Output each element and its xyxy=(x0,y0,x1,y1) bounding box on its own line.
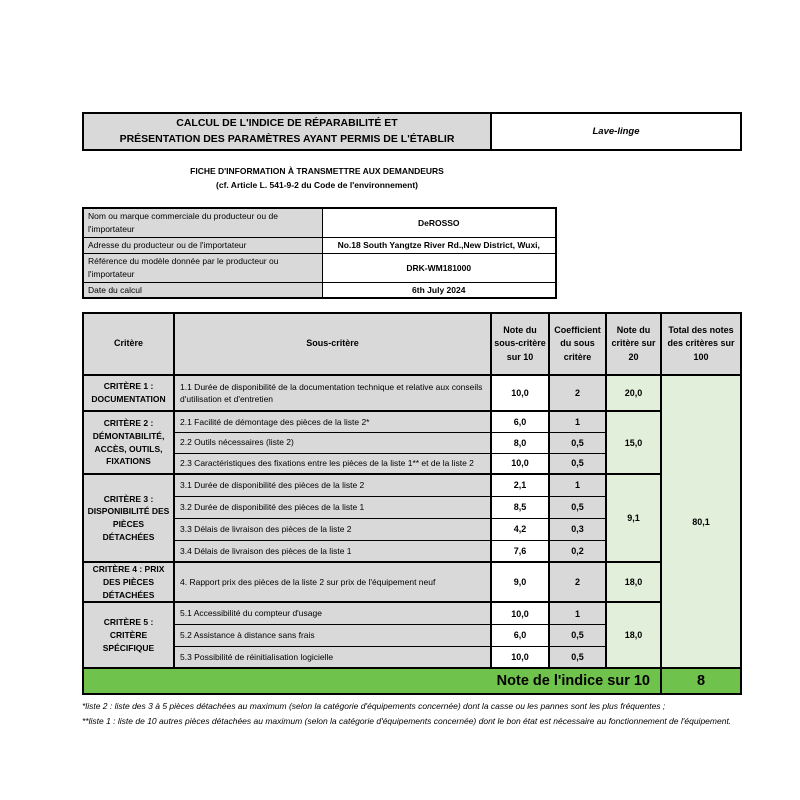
model-reference-value: DRK-WM181000 xyxy=(322,253,556,282)
header-note-sous-critere: Note du sous-critère sur 10 xyxy=(491,313,549,375)
calc-date-label: Date du calcul xyxy=(83,282,322,298)
calc-date-value: 6th July 2024 xyxy=(322,282,556,298)
subcriterion-3-2-coeff: 0,5 xyxy=(549,496,606,518)
criteria-table-header-row xyxy=(83,313,741,375)
subcriterion-2-2-coeff: 0,5 xyxy=(549,432,606,453)
table-row xyxy=(83,253,556,282)
criterion-5-name: CRITÈRE 5 : CRITÈRE SPÉCIFIQUE xyxy=(83,602,174,668)
subcriterion-3-1-score: 2,1 xyxy=(491,474,549,496)
subcriterion-3-2: 3.2 Durée de disponibilité des pièces de la liste 1 xyxy=(174,496,491,518)
producer-address-value: No.18 South Yangtze River Rd.,New District, Wuxi, xyxy=(322,237,556,253)
product-category: Lave-linge xyxy=(491,113,741,150)
table-row xyxy=(83,474,741,496)
subcriterion-5-3-coeff: 0,5 xyxy=(549,646,606,668)
total-score-100: 80,1 xyxy=(661,375,741,668)
subcriterion-5-3-score: 10,0 xyxy=(491,646,549,668)
table-row xyxy=(83,282,556,298)
producer-name-value: DeROSSO xyxy=(322,208,556,237)
table-row xyxy=(83,562,741,602)
subcriterion-3-3: 3.3 Délais de livraison des pièces de la liste 2 xyxy=(174,518,491,540)
criterion-4-name: CRITÈRE 4 : PRIX DES PIÈCES DÉTACHÉES xyxy=(83,562,174,602)
header-sous-critere: Sous-critère xyxy=(174,313,491,375)
producer-address-label: Adresse du producteur ou de l'importateur xyxy=(83,237,322,253)
subcriterion-2-3-score: 10,0 xyxy=(491,453,549,474)
footnote-liste1: **liste 1 : liste de 10 autres pièces détachées au maximum (selon la catégorie d'équipements concernée) dont le bon état est nécessaire au fonctionnement de l'équipement. xyxy=(82,715,732,726)
criterion-4-score20: 18,0 xyxy=(606,562,661,602)
subcriterion-2-2: 2.2 Outils nécessaires (liste 2) xyxy=(174,432,491,453)
final-index-label: Note de l'indice sur 10 xyxy=(83,668,661,694)
document-title-line1: CALCUL DE L'INDICE DE RÉPARABILITÉ ET xyxy=(176,117,398,130)
subcriterion-5-2-score: 6,0 xyxy=(491,624,549,646)
subcriterion-3-1: 3.1 Durée de disponibilité des pièces de la liste 2 xyxy=(174,474,491,496)
model-reference-label: Référence du modèle donnée par le producteur ou l'importateur xyxy=(83,253,322,282)
criterion-1-name: CRITÈRE 1 : DOCUMENTATION xyxy=(83,375,174,411)
subcriterion-5-1: 5.1 Accessibilité du compteur d'usage xyxy=(174,602,491,624)
repairability-index-sheet xyxy=(82,112,740,728)
producer-info-table xyxy=(82,207,557,299)
footnotes xyxy=(82,699,742,728)
subcriterion-5-2-coeff: 0,5 xyxy=(549,624,606,646)
subcriterion-4: 4. Rapport prix des pièces de la liste 2 sur prix de l'équipement neuf xyxy=(174,562,491,602)
document-title xyxy=(83,113,491,150)
subcriterion-4-score: 9,0 xyxy=(491,562,549,602)
subcriterion-4-coeff: 2 xyxy=(549,562,606,602)
criterion-3-name: CRITÈRE 3 : DISPONIBILITÉ DES PIÈCES DÉTACHÉES xyxy=(83,474,174,562)
subcriterion-5-3: 5.3 Possibilité de réinitialisation logicielle xyxy=(174,646,491,668)
header-total: Total des notes des critères sur 100 xyxy=(661,313,741,375)
criterion-2-name: CRITÈRE 2 : DÉMONTABILITÉ, ACCÈS, OUTILS, FIXATIONS xyxy=(83,411,174,474)
subcriterion-3-1-coeff: 1 xyxy=(549,474,606,496)
final-index-value: 8 xyxy=(661,668,741,694)
subcriterion-3-4-score: 7,6 xyxy=(491,540,549,562)
subcriterion-2-1: 2.1 Facilité de démontage des pièces de la liste 2* xyxy=(174,411,491,432)
subcriterion-3-2-score: 8,5 xyxy=(491,496,549,518)
table-row xyxy=(83,208,556,237)
header-coefficient: Coefficient du sous critère xyxy=(549,313,606,375)
subcriterion-5-1-score: 10,0 xyxy=(491,602,549,624)
criterion-3-score20: 9,1 xyxy=(606,474,661,562)
subcriterion-3-4-coeff: 0,2 xyxy=(549,540,606,562)
subtitle xyxy=(82,164,552,192)
subcriterion-2-3: 2.3 Caractéristiques des fixations entre les pièces de la liste 1** et de la liste 2 xyxy=(174,453,491,474)
title-banner xyxy=(82,112,742,151)
subcriterion-1-1: 1.1 Durée de disponibilité de la documentation technique et relative aux conseils d'utilisation et d'entretien xyxy=(174,375,491,411)
table-row xyxy=(83,411,741,432)
header-note-critere: Note du critère sur 20 xyxy=(606,313,661,375)
criterion-2-score20: 15,0 xyxy=(606,411,661,474)
document-title-line2: PRÉSENTATION DES PARAMÈTRES AYANT PERMIS DE L'ÉTABLIR xyxy=(119,132,455,145)
subcriterion-2-3-coeff: 0,5 xyxy=(549,453,606,474)
table-row xyxy=(83,375,741,411)
subcriterion-1-1-score: 10,0 xyxy=(491,375,549,411)
subcriterion-1-1-coeff: 2 xyxy=(549,375,606,411)
criterion-5-score20: 18,0 xyxy=(606,602,661,668)
criterion-1-score20: 20,0 xyxy=(606,375,661,411)
subcriterion-5-1-coeff: 1 xyxy=(549,602,606,624)
subcriterion-3-3-coeff: 0,3 xyxy=(549,518,606,540)
producer-name-label: Nom ou marque commerciale du producteur ou de l'importateur xyxy=(83,208,322,237)
footnote-liste2: *liste 2 : liste des 3 à 5 pièces détachées au maximum (selon la catégorie d'équipements concernée) dont la casse ou les pannes sont les plus fréquentes ; xyxy=(82,701,666,712)
subcriterion-5-2: 5.2 Assistance à distance sans frais xyxy=(174,624,491,646)
subcriterion-2-2-score: 8,0 xyxy=(491,432,549,453)
subcriterion-2-1-score: 6,0 xyxy=(491,411,549,432)
criteria-table xyxy=(82,312,742,695)
subcriterion-2-1-coeff: 1 xyxy=(549,411,606,432)
table-row xyxy=(83,602,741,624)
subcriterion-3-4: 3.4 Délais de livraison des pièces de la liste 1 xyxy=(174,540,491,562)
subtitle-line1: FICHE D'INFORMATION À TRANSMETTRE AUX DEMANDEURS xyxy=(190,166,444,176)
subcriterion-3-3-score: 4,2 xyxy=(491,518,549,540)
table-row xyxy=(83,237,556,253)
header-critere: Critère xyxy=(83,313,174,375)
subtitle-line2: (cf. Article L. 541-9-2 du Code de l'environnement) xyxy=(216,180,418,191)
final-index-row xyxy=(83,668,741,694)
